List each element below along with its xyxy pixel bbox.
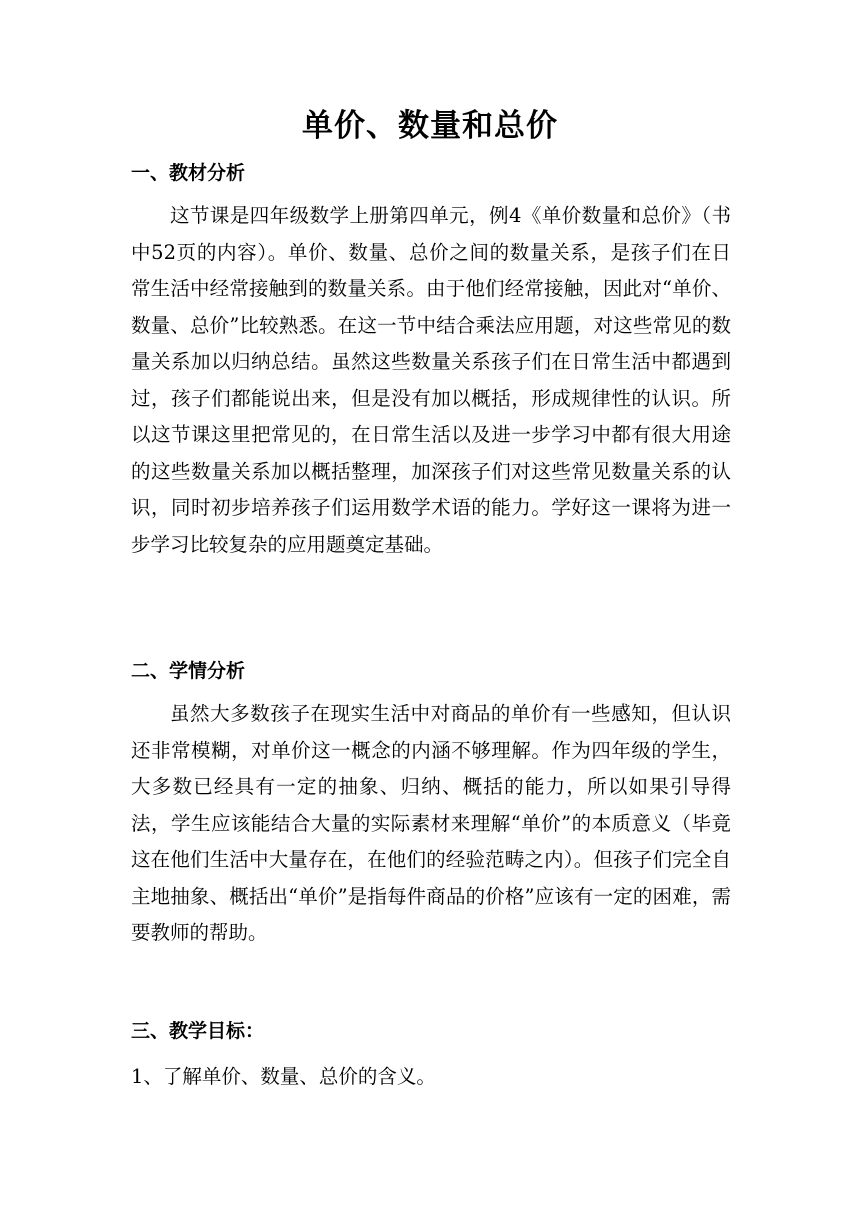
document-title: 单价、数量和总价	[302, 108, 558, 144]
section-heading-teaching-goals: 三、教学目标：	[131, 1020, 265, 1042]
section-heading-textbook-analysis: 一、教材分析	[131, 162, 246, 184]
list-item: 1、了解单价、数量、总价的含义。	[131, 1065, 436, 1088]
section-heading-student-analysis: 二、学情分析	[131, 660, 246, 682]
section-paragraph-student-analysis: 虽然大多数孩子在现实生活中对商品的单价有一些感知，但认识还非常模糊，对单价这一概念的内涵不够理解。作为四年级的学生，大多数已经具有一定的抽象、归纳、概括的能力，所以如果引导得法，学生应该能结合大量的实际素材来理解“单价”的本质意义（毕竟这在他们生活中大量存在，在他们的经验范畴之内）。但孩子们完全自主地抽象、概括出“单价”是指每件商品的价格”应该有一定的困难，需要教师的帮助。	[131, 702, 731, 944]
section-paragraph-textbook-analysis: 这节课是四年级数学上册第四单元，例4《单价数量和总价》（书中52页的内容）。单价、数量、总价之间的数量关系，是孩子们在日常生活中经常接触到的数量关系。由于他们经常接触，因此对“单价、数量、总价”比较熟悉。在这一节中结合乘法应用题，对这些常见的数量关系加以归纳总结。虽然这些数量关系孩子们在日常生活中都遇到过，孩子们都能说出来，但是没有加以概括，形成规律性的认识。所以这节课这里把常见的，在日常生活以及进一步学习中都有很大用途的这些数量关系加以概括整理，加深孩子们对这些常见数量关系的认识，同时初步培养孩子们运用数学术语的能力。学好这一课将为进一步学习比较复杂的应用题奠定基础。	[131, 204, 731, 556]
